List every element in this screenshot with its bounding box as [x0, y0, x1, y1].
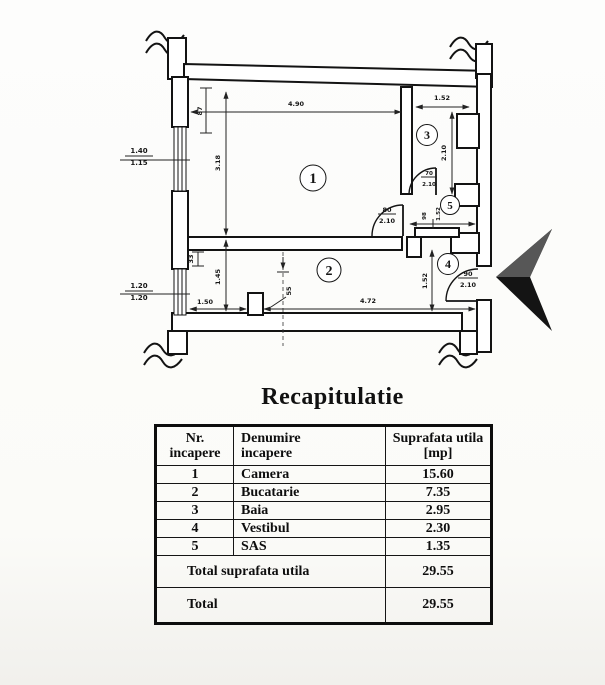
window-bottom-label: [125, 282, 153, 302]
window-top: [174, 127, 186, 191]
header-denumire: Denumire incapere: [234, 426, 386, 466]
dim-k-off: 33: [187, 254, 195, 264]
exterior-walls: [168, 38, 492, 354]
svg-text:1.20: 1.20: [130, 294, 148, 302]
entrance-arrow-icon: [496, 229, 552, 331]
room-5-label: [441, 196, 460, 215]
door-80-label: [378, 206, 396, 225]
table-row: 2 Bucatarie 7.35: [156, 484, 492, 502]
dim-bath-width: 1.52: [433, 94, 451, 102]
recap-table: [154, 424, 493, 625]
dim-vest-height: 1.52: [421, 272, 429, 290]
svg-text:1.40: 1.40: [130, 147, 148, 155]
svg-text:80: 80: [382, 206, 392, 214]
door-70-label: [421, 171, 437, 188]
table-row: 3 Baia 2.95: [156, 502, 492, 520]
svg-text:2.10: 2.10: [459, 281, 477, 289]
dim-left-offset: 87: [196, 106, 204, 116]
table-row: 1 Camera 15.60: [156, 466, 492, 484]
window-bottom: [174, 269, 186, 315]
table-row: 5 SAS 1.35: [156, 538, 492, 556]
svg-text:70: 70: [425, 171, 433, 177]
dim-pier: 55: [285, 286, 293, 296]
header-suprafata: Suprafata utila [mp]: [386, 426, 492, 466]
dim-room1-height: 3.18: [214, 154, 222, 172]
svg-text:90: 90: [463, 270, 473, 278]
table-header-row: [156, 426, 492, 466]
total-utila-row: Total suprafata utila 29.55: [156, 556, 492, 588]
dim-bath-height: 2.10: [440, 144, 448, 162]
total-row: Total 29.55: [156, 588, 492, 624]
svg-text:2.10: 2.10: [378, 217, 396, 225]
door-90-label: [458, 270, 478, 289]
dim-k-left: 1.50: [196, 298, 214, 306]
svg-text:4: 4: [445, 257, 451, 271]
svg-text:1.15: 1.15: [130, 159, 148, 167]
room-1-label: [300, 165, 326, 191]
page-title: Recapitulatie: [261, 384, 404, 410]
dim-sas-w1: 98: [422, 212, 428, 220]
dim-k-width: 4.72: [359, 297, 377, 305]
room-2-label: [317, 258, 341, 282]
svg-text:1: 1: [309, 171, 317, 187]
header-nr: Nr. incapere: [156, 426, 234, 466]
svg-text:3: 3: [424, 128, 430, 142]
window-top-label: [125, 147, 153, 167]
dim-k-height: 1.45: [214, 268, 222, 286]
svg-text:2: 2: [325, 264, 333, 279]
svg-text:5: 5: [447, 200, 453, 212]
dim-top-width: 4.90: [287, 100, 305, 108]
table-row: 4 Vestibul 2.30: [156, 520, 492, 538]
room-3-label: [417, 125, 438, 146]
svg-text:1.20: 1.20: [130, 282, 148, 290]
dim-sas-w2: 1.52: [436, 207, 442, 221]
svg-text:2.10: 2.10: [422, 182, 436, 188]
room-4-label: [438, 254, 459, 275]
